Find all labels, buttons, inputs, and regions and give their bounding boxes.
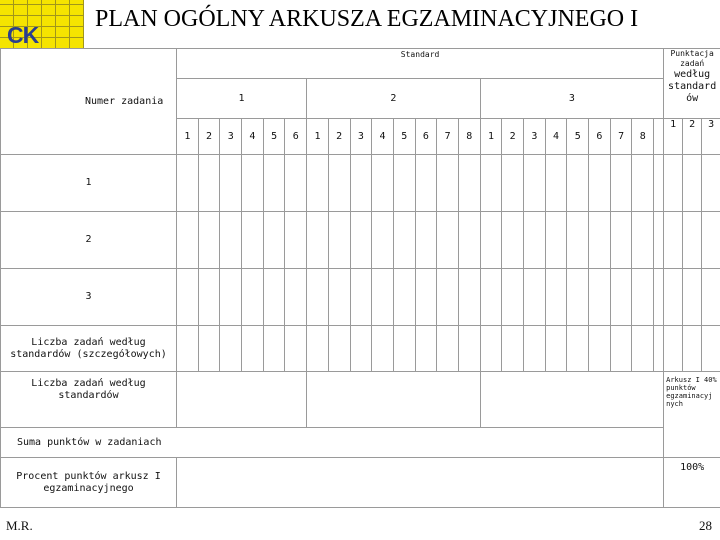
grid-cell xyxy=(437,212,459,269)
grid-cell xyxy=(220,155,242,212)
arkusz-note: Arkusz I 40% punktów egzaminacyj nych xyxy=(664,372,720,458)
grid-cell xyxy=(285,269,307,326)
grid-cell xyxy=(242,269,264,326)
grid-cell xyxy=(502,269,524,326)
grid-cell xyxy=(177,212,199,269)
grid-cell xyxy=(263,212,285,269)
substandard-header-cell: 4 xyxy=(372,119,394,155)
grid-cell xyxy=(458,155,480,212)
exam-plan-table xyxy=(0,48,720,508)
punktacja-sub: według standard ów xyxy=(668,69,717,104)
grid-cell xyxy=(545,269,567,326)
grid-cell xyxy=(198,212,220,269)
substandard-header-cell: 5 xyxy=(567,119,589,155)
grid-cell xyxy=(654,269,664,326)
grid-cell xyxy=(502,326,524,372)
count-cell-1 xyxy=(177,372,307,428)
grid-cell xyxy=(702,269,720,326)
grid-cell xyxy=(664,269,683,326)
grid-cell xyxy=(589,269,611,326)
grid-cell xyxy=(702,212,720,269)
grid-cell xyxy=(263,155,285,212)
substandard-header-cell: 7 xyxy=(610,119,632,155)
grid-cell xyxy=(458,269,480,326)
task-number-label: Numer zadania xyxy=(85,96,164,107)
punktacja-label: Punktacja zadań xyxy=(670,49,714,68)
standard-group-1: 1 xyxy=(177,79,307,119)
grid-cell xyxy=(437,155,459,212)
task-row xyxy=(1,269,720,326)
grid-cell xyxy=(589,155,611,212)
grid-cell xyxy=(632,269,654,326)
grid-cell xyxy=(610,155,632,212)
punktacja-header xyxy=(664,49,720,119)
substandard-header-cell: 1 xyxy=(307,119,329,155)
grid-cell xyxy=(220,212,242,269)
substandard-header-cell: 4 xyxy=(545,119,567,155)
grid-cell xyxy=(458,326,480,372)
percent-row xyxy=(1,458,720,508)
grid-cell xyxy=(524,155,546,212)
grid-cell xyxy=(654,212,664,269)
grid-cell xyxy=(393,212,415,269)
grid-cell xyxy=(664,155,683,212)
grid-cell xyxy=(610,269,632,326)
substandard-header-cell: 8 xyxy=(458,119,480,155)
task-row xyxy=(1,212,720,269)
grid-cell xyxy=(328,326,350,372)
grid-cell xyxy=(307,326,329,372)
punktacja-col-header: 1 xyxy=(664,119,683,155)
grid-cell xyxy=(177,269,199,326)
grid-cell xyxy=(198,326,220,372)
grid-cell xyxy=(415,326,437,372)
grid-cell xyxy=(285,326,307,372)
grid-cell xyxy=(198,155,220,212)
grid-cell xyxy=(263,269,285,326)
percent-empty xyxy=(177,458,664,508)
grid-cell xyxy=(415,269,437,326)
grid-cell xyxy=(545,155,567,212)
points-sum-row xyxy=(1,428,720,458)
grid-cell xyxy=(437,269,459,326)
grid-cell xyxy=(393,326,415,372)
cke-logo xyxy=(0,0,84,48)
substandard-header-cell: 3 xyxy=(350,119,372,155)
grid-cell xyxy=(683,326,702,372)
count-label: Liczba zadań według standardów xyxy=(1,372,177,428)
grid-cell xyxy=(567,326,589,372)
grid-cell xyxy=(177,155,199,212)
grid-cell xyxy=(350,326,372,372)
grid-cell xyxy=(567,269,589,326)
task-row-label: 3 xyxy=(1,269,177,326)
grid-cell xyxy=(664,212,683,269)
grid-cell xyxy=(198,269,220,326)
grid-cell xyxy=(610,212,632,269)
percent-value: 100% xyxy=(664,458,720,508)
substandard-header-cell: 5 xyxy=(263,119,285,155)
grid-cell xyxy=(502,212,524,269)
grid-cell xyxy=(350,269,372,326)
substandard-header-cell: 4 xyxy=(242,119,264,155)
substandard-header-cell: 6 xyxy=(589,119,611,155)
grid-cell xyxy=(654,155,664,212)
substandard-header-cell: 1 xyxy=(177,119,199,155)
substandard-header-cell: 6 xyxy=(285,119,307,155)
grid-cell xyxy=(610,326,632,372)
count-row xyxy=(1,372,720,428)
grid-cell xyxy=(632,155,654,212)
grid-cell xyxy=(632,212,654,269)
grid-cell xyxy=(683,212,702,269)
grid-cell xyxy=(263,326,285,372)
grid-cell xyxy=(242,326,264,372)
grid-cell xyxy=(372,155,394,212)
task-number-header xyxy=(1,49,177,155)
grid-cell xyxy=(683,155,702,212)
grid-cell xyxy=(654,326,664,372)
grid-cell xyxy=(220,326,242,372)
page-title: PLAN OGÓLNY ARKUSZA EGZAMINACYJNEGO I xyxy=(95,6,639,32)
task-row xyxy=(1,155,720,212)
page-number: 28 xyxy=(699,518,712,533)
grid-cell xyxy=(702,326,720,372)
grid-cell xyxy=(307,155,329,212)
grid-cell xyxy=(545,212,567,269)
grid-cell xyxy=(702,155,720,212)
grid-cell xyxy=(589,212,611,269)
logo-text: CK xyxy=(7,22,39,48)
substandard-header-cell: 2 xyxy=(328,119,350,155)
author-initials: M.R. xyxy=(6,518,33,533)
substandard-header-cell: 7 xyxy=(437,119,459,155)
grid-cell xyxy=(458,212,480,269)
grid-cell xyxy=(242,155,264,212)
grid-cell xyxy=(480,212,502,269)
grid-cell xyxy=(350,212,372,269)
grid-cell xyxy=(480,326,502,372)
grid-cell xyxy=(415,155,437,212)
grid-cell xyxy=(480,155,502,212)
grid-cell xyxy=(664,326,683,372)
substandard-header-cell: 2 xyxy=(198,119,220,155)
grid-cell xyxy=(372,326,394,372)
substandard-header-cell: 3 xyxy=(220,119,242,155)
detailed-count-row xyxy=(1,326,720,372)
substandard-header-cell: 3 xyxy=(524,119,546,155)
grid-cell xyxy=(683,269,702,326)
grid-cell xyxy=(242,212,264,269)
grid-cell xyxy=(502,155,524,212)
points-sum-label: Suma punktów w zadaniach xyxy=(1,428,664,458)
grid-cell xyxy=(285,155,307,212)
standard-group-3: 3 xyxy=(480,79,664,119)
grid-cell xyxy=(350,155,372,212)
grid-cell xyxy=(307,269,329,326)
grid-cell xyxy=(285,212,307,269)
grid-cell xyxy=(328,155,350,212)
substandard-header-cell: 8 xyxy=(632,119,654,155)
grid-cell xyxy=(307,212,329,269)
grid-cell xyxy=(524,212,546,269)
grid-cell xyxy=(567,155,589,212)
grid-cell xyxy=(567,212,589,269)
grid-cell xyxy=(524,269,546,326)
grid-cell xyxy=(393,269,415,326)
count-cell-2 xyxy=(307,372,481,428)
grid-cell xyxy=(328,212,350,269)
count-cell-3 xyxy=(480,372,664,428)
grid-cell xyxy=(415,212,437,269)
grid-cell xyxy=(480,269,502,326)
grid-cell xyxy=(545,326,567,372)
substandard-header-cell: 6 xyxy=(415,119,437,155)
grid-cell xyxy=(372,269,394,326)
substandard-header-cell: 1 xyxy=(480,119,502,155)
grid-cell xyxy=(524,326,546,372)
task-row-label: 1 xyxy=(1,155,177,212)
standard-header: Standard xyxy=(177,49,664,79)
standard-group-2: 2 xyxy=(307,79,481,119)
spacer-cell xyxy=(654,119,664,155)
grid-cell xyxy=(437,326,459,372)
punktacja-col-header: 3 xyxy=(702,119,720,155)
punktacja-col-header: 2 xyxy=(683,119,702,155)
substandard-header-cell: 5 xyxy=(393,119,415,155)
grid-cell xyxy=(372,212,394,269)
grid-cell xyxy=(328,269,350,326)
detailed-count-label: Liczba zadań według standardów (szczegółowych) xyxy=(1,326,177,372)
grid-cell xyxy=(177,326,199,372)
grid-cell xyxy=(393,155,415,212)
percent-label: Procent punktów arkusz I egzaminacyjnego xyxy=(1,458,177,508)
grid-cell xyxy=(589,326,611,372)
task-row-label: 2 xyxy=(1,212,177,269)
grid-cell xyxy=(632,326,654,372)
substandard-header-cell: 2 xyxy=(502,119,524,155)
grid-cell xyxy=(220,269,242,326)
